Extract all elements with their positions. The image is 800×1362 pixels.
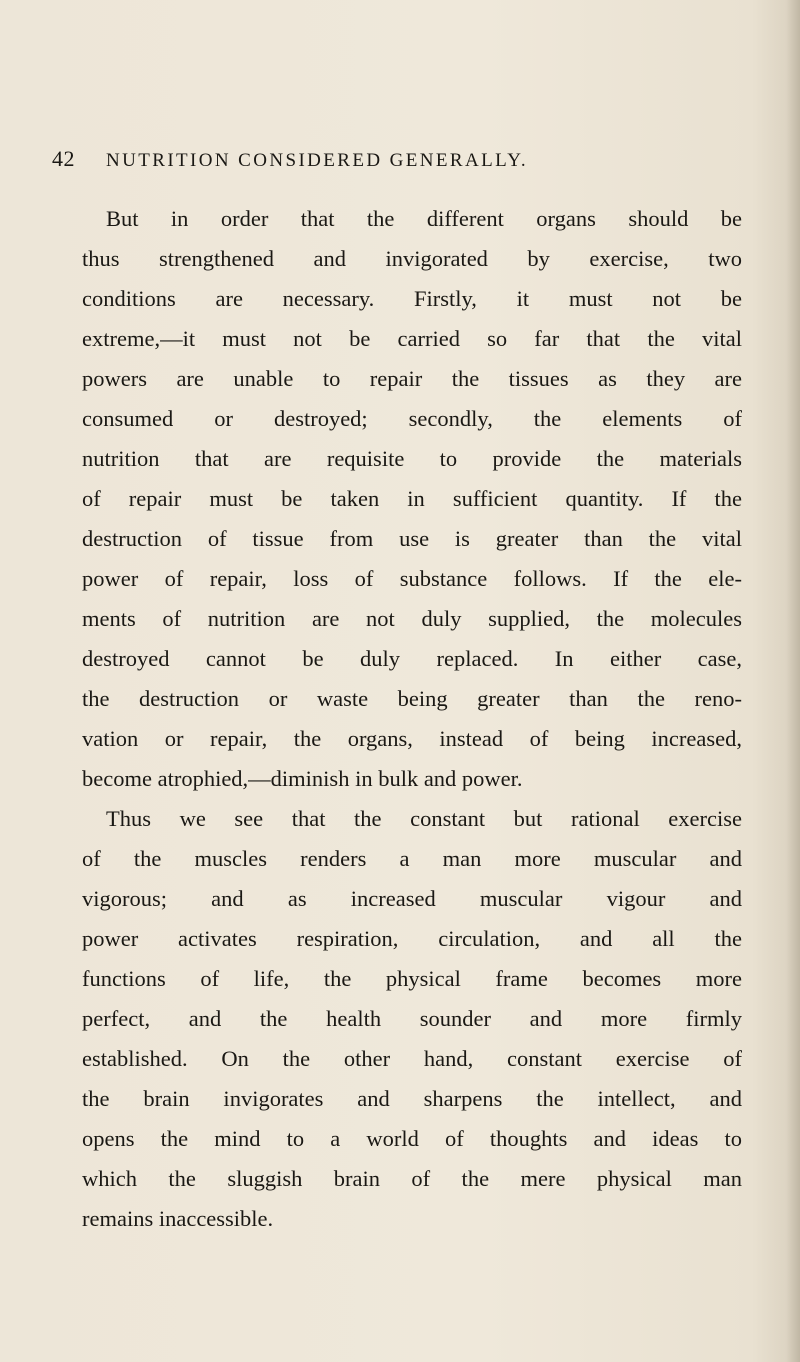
text-line: remains inaccessible. (82, 1206, 274, 1231)
page-edge-shadow (786, 0, 800, 1362)
text-line: But in order that the different organs should be (106, 206, 742, 231)
text-line: the destruction or waste being greater than the reno- (82, 686, 742, 711)
text-line: become atrophied,—diminish in bulk and power. (82, 766, 523, 791)
text-line: nutrition that are requisite to provide the materials (82, 446, 742, 471)
text-line: thus strengthened and invigorated by exercise, two (82, 246, 742, 271)
text-line: established. On the other hand, constant exercise of (82, 1046, 742, 1071)
running-title: NUTRITION CONSIDERED GENERALLY. (106, 150, 529, 171)
text-line: Thus we see that the constant but rational exercise (106, 806, 742, 831)
text-line: power activates respiration, circulation, and all the (82, 926, 742, 951)
text-line: destroyed cannot be duly replaced. In either case, (82, 646, 742, 671)
text-line: ments of nutrition are not duly supplied, the molecules (82, 606, 742, 631)
text-line: vigorous; and as increased muscular vigour and (82, 886, 742, 911)
text-line: extreme,—it must not be carried so far that the vital (82, 326, 742, 351)
page-number: 42 (52, 146, 75, 171)
text-line: perfect, and the health sounder and more firmly (82, 1006, 742, 1031)
text-line: powers are unable to repair the tissues as they are (82, 366, 742, 391)
body-text (82, 199, 742, 1239)
text-line: conditions are necessary. Firstly, it must not be (82, 286, 742, 311)
running-head (52, 146, 752, 180)
text-line: vation or repair, the organs, instead of being increased, (82, 726, 742, 751)
text-line: of the muscles renders a man more muscular and (82, 846, 742, 871)
text-line: the brain invigorates and sharpens the intellect, and (82, 1086, 742, 1111)
text-line: functions of life, the physical frame becomes more (82, 966, 742, 991)
text-line: opens the mind to a world of thoughts and ideas to (82, 1126, 742, 1151)
text-line: which the sluggish brain of the mere physical man (82, 1166, 742, 1191)
text-line: consumed or destroyed; secondly, the elements of (82, 406, 742, 431)
text-line: power of repair, loss of substance follows. If the ele- (82, 566, 742, 591)
text-line: of repair must be taken in sufficient quantity. If the (82, 486, 742, 511)
text-line: destruction of tissue from use is greater than the vital (82, 526, 742, 551)
